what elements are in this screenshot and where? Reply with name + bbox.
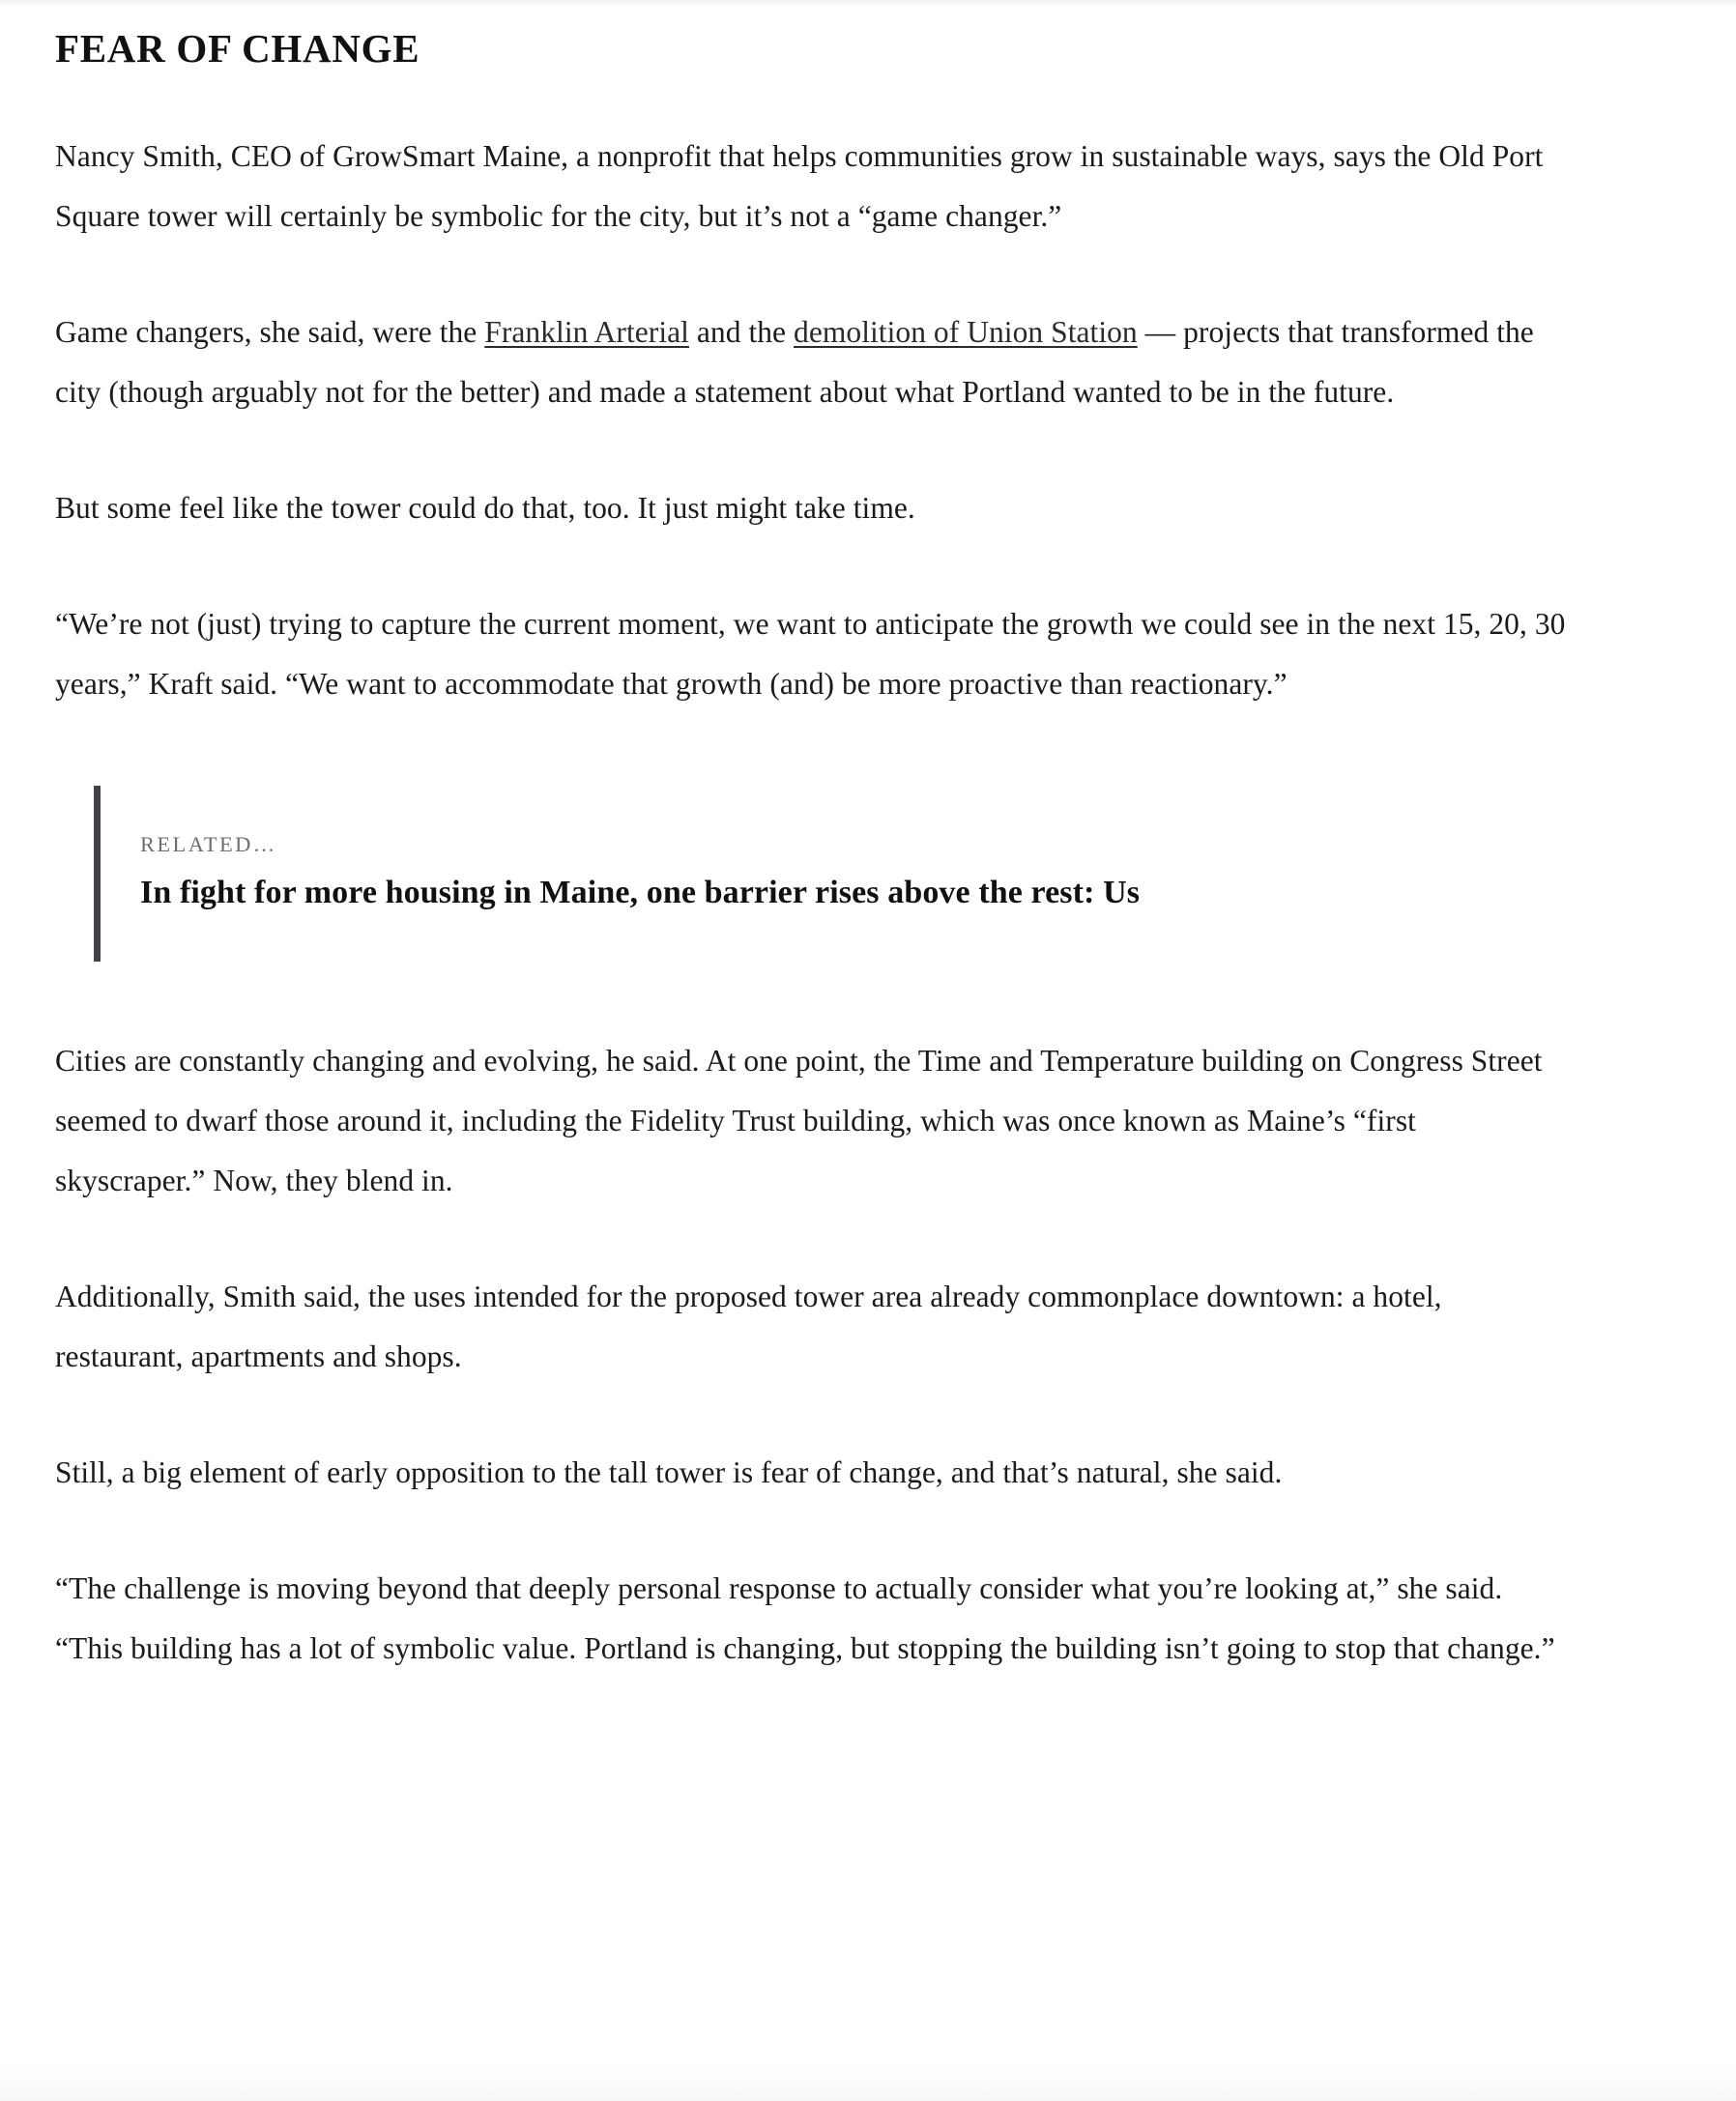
paragraph-2 <box>55 246 1573 422</box>
link-demolition-of-union-station[interactable]: demolition of Union Station <box>794 315 1138 350</box>
link-franklin-arterial[interactable]: Franklin Arterial <box>484 315 689 350</box>
ellipsis-icon: … <box>252 832 276 857</box>
paragraph-2-lead: Game changers, she said, were the <box>55 315 485 350</box>
related-callout[interactable] <box>94 786 1573 962</box>
paragraph-7: Still, a big element of early opposition to the tall tower is fear of change, and that’s natural, she said. <box>55 1455 1283 1490</box>
related-vertical-rule <box>94 786 101 962</box>
paragraph-6: Additionally, Smith said, the uses intended for the proposed tower area already commonplace downtown: a hotel, restaurant, apartments and shops. <box>55 1280 1442 1374</box>
viewport-bottom-edge <box>0 2062 1736 2101</box>
paragraph-8: “The challenge is moving beyond that deeply personal response to actually consider what you’re looking at,” she said. “This building has a lot of symbolic value. Portland is changing, but stopping the building isn’t going to stop that change.” <box>55 1571 1555 1666</box>
paragraph-2-middle: and the <box>688 315 795 350</box>
related-headline-link[interactable]: In fight for more housing in Maine, one barrier rises above the rest: Us <box>140 875 1141 911</box>
paragraph-4: “We’re not (just) trying to capture the current moment, we want to anticipate the growth we could see in the next 15, 20, 30 years,” Kraft said. “We want to accommodate that growth (and) be more proactive than reactionary.” <box>55 607 1566 702</box>
related-kicker-label: RELATED <box>140 832 253 857</box>
article-body <box>55 0 1573 1679</box>
paragraph-5: Cities are constantly changing and evolving, he said. At one point, the Time and Temperature building on Congress Street seemed to dwarf those around it, including the Fidelity Trust building, which was once known as Maine’s “first skyscraper.” Now, they blend in. <box>55 1044 1543 1198</box>
paragraph-2-tail: — projects that transformed the city (though arguably not for the better) and made a statement about what Portland wanted to be in the future. <box>55 315 1534 410</box>
related-kicker <box>140 786 1573 857</box>
paragraph-3: But some feel like the tower could do that, too. It just might take time. <box>55 491 915 526</box>
paragraph-1: Nancy Smith, CEO of GrowSmart Maine, a nonprofit that helps communities grow in sustainable ways, says the Old Port Square tower will certainly be symbolic for the city, but it’s not a “game changer.” <box>55 139 1544 234</box>
section-heading-fear-of-change: FEAR OF CHANGE <box>55 26 420 71</box>
